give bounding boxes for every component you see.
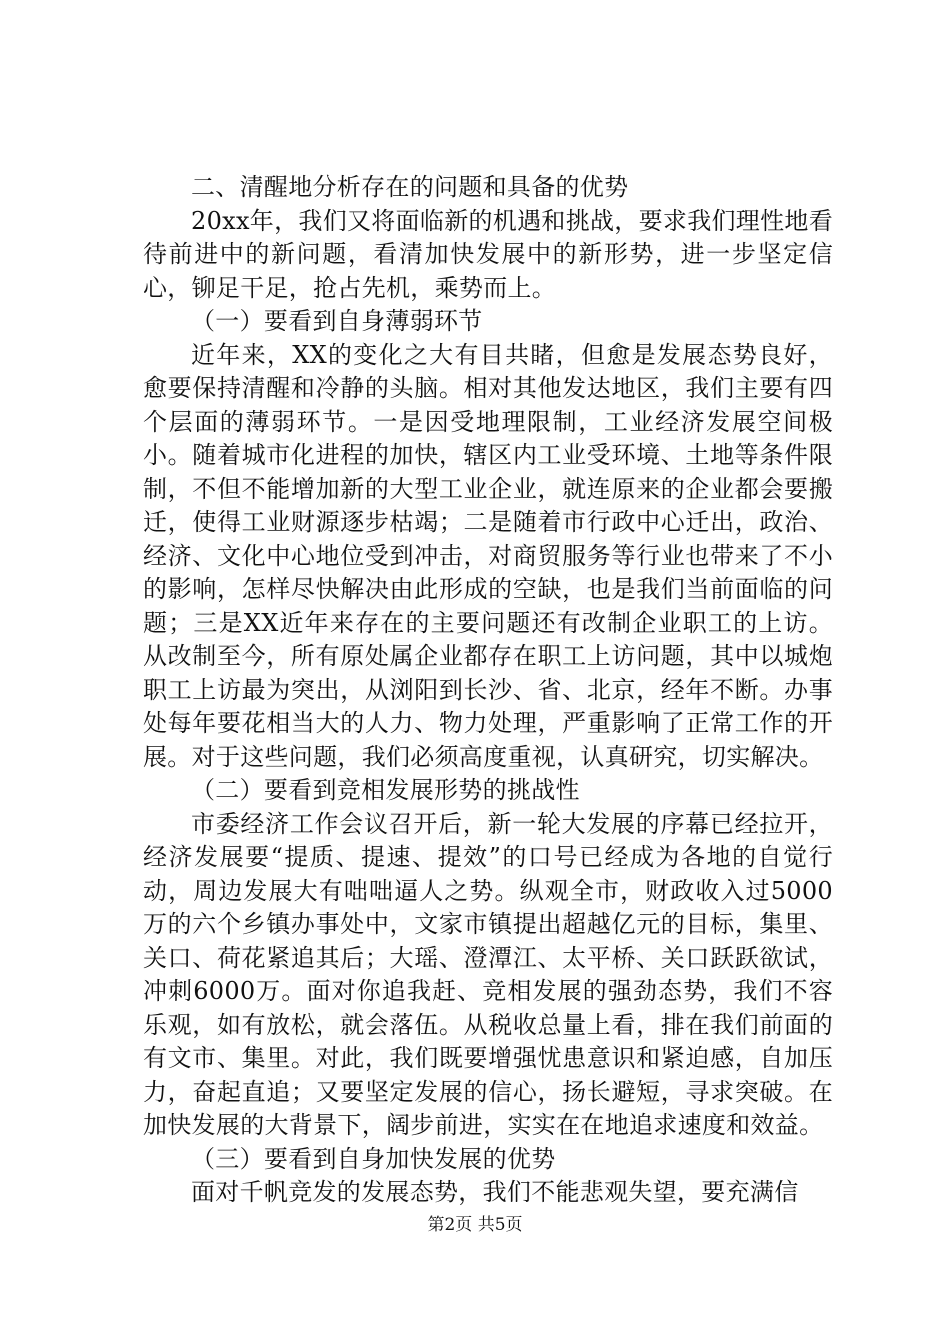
section-heading-2: 二、清醒地分析存在的问题和具备的优势 — [191, 173, 629, 201]
document-body — [143, 171, 833, 1210]
body-paragraph: 市委经济工作会议召开后，新一轮大发展的序幕已经拉开，经济发展要“提质、提速、提效”的口号已经成为各地的自觉行动，周边发展大有咄咄逼人之势。纵观全市，财政收入过5000万的六个乡镇办事处中，文家市镇提出超越亿元的目标，集里、关口、荷花紧追其后；大瑶、澄潭江、太平桥、关口跃跃欲试，冲刺6000万。面对你追我赶、竞相发展的强劲态势，我们不容乐观，如有放松，就会落伍。从税收总量上看，排在我们前面的有文市、集里。对此，我们既要增强忧患意识和紧迫感，自加压力，奋起直追；又要坚定发展的信心，扬长避短，寻求突破。在加快发展的大背景下，阔步前进，实实在在地追求速度和效益。 — [143, 809, 833, 1139]
body-paragraph: 面对千帆竞发的发展态势，我们不能悲观失望，要充满信 — [191, 1178, 799, 1206]
subsection-heading-1: （一）要看到自身薄弱环节 — [191, 307, 483, 335]
body-paragraph: 20xx年，我们又将面临新的机遇和挑战，要求我们理性地看待前进中的新问题，看清加快发展中的新形势，进一步坚定信心，铆足干足，抢占先机，乘势而上。 — [143, 206, 834, 302]
page-number-footer: 第2页 共5页 — [427, 1215, 523, 1235]
body-paragraph: 近年来，XX的变化之大有目共睹，但愈是发展态势良好，愈要保持清醒和冷静的头脑。相对其他发达地区，我们主要有四个层面的薄弱环节。一是因受地理限制，工业经济发展空间极小。随着城市化进程的加快，辖区内工业受环境、土地等条件限制，不但不能增加新的大型工业企业，就连原来的企业都会要搬迁，使得工业财源逐步枯竭；二是随着市行政中心迁出，政治、经济、文化中心地位受到冲击，对商贸服务等行业也带来了不小的影响，怎样尽快解决由此形成的空缺，也是我们当前面临的问题；三是XX近年来存在的主要问题还有改制企业职工的上访。从改制至今，所有原处属企业都存在职工上访问题，其中以城炮职工上访最为突出，从浏阳到长沙、省、北京，经年不断。办事处每年要花相当大的人力、物力处理，严重影响了正常工作的开展。对于这些问题，我们必须高度重视，认真研究，切实解决。 — [143, 340, 833, 771]
subsection-heading-3: （三）要看到自身加快发展的优势 — [191, 1144, 556, 1173]
subsection-heading-2: （二）要看到竞相发展形势的挑战性 — [191, 776, 580, 804]
